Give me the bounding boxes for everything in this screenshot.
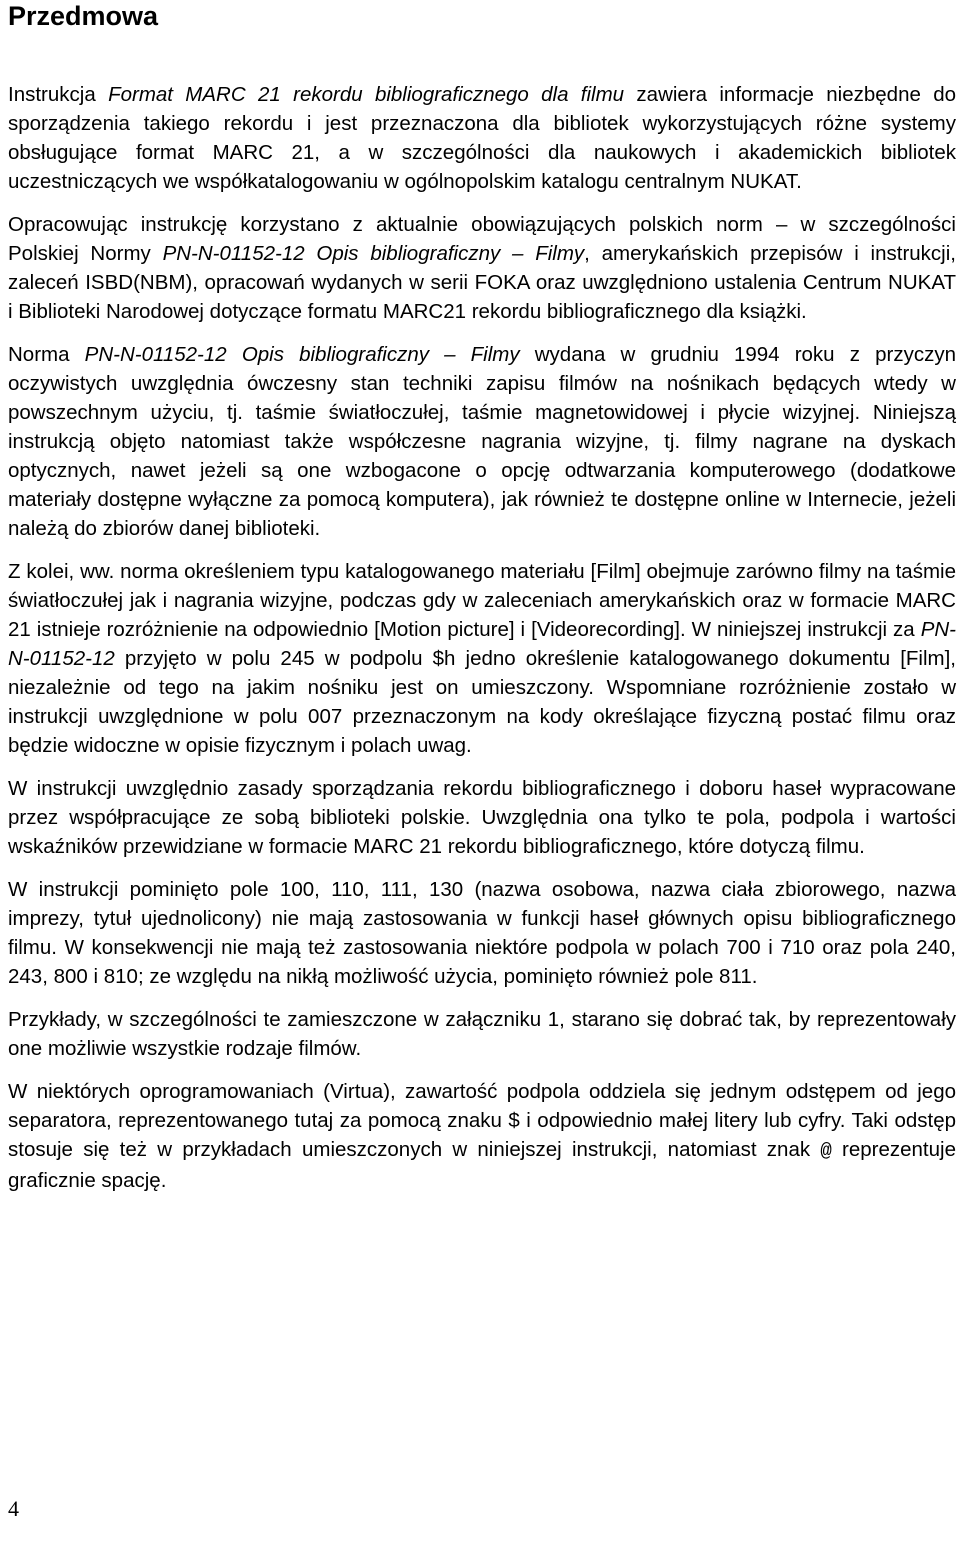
text-run: Opracowując instrukcję korzystano z aktualnie obowiązujących polskich norm – w szczególności Polskiej Normy [8,213,956,265]
italic-text: PN-N-01152-12 Opis bibliograficzny – Filmy [162,242,585,265]
text-run: zawiera informacje niezbędne do sporządzenia takiego rekordu i jest przeznaczona dla bibliotek wykorzystujących różne systemy obsługujące format MARC 21, a w szczególności dla naukowych i akademickich bibliotek uczestniczących we współkatalogowaniu w ogólnopolskim katalogu centralnym NUKAT. [8,83,957,193]
text-run: Przykłady, w szczególności te zamieszczone w załączniku 1, starano się dobrać tak, by reprezentowały one możliwie wszystkie rodzaje filmów. [8,1008,956,1060]
text-run: przyjęto w polu 245 w podpolu $h jedno określenie katalogowanego dokumentu [Film], niezależnie od tego na jakim nośniku jest on umieszczony. Wspomniane rozróżnienie zostało w instrukcji uwzględnione w polu 007 przeznaczonym na kody określające fizyczną postać filmu oraz będzie widoczne w opisie fizycznym i polach uwag. [8,647,956,757]
paragraph [8,875,956,991]
text-run: Norma [8,343,85,366]
italic-text: PN-N-01152-12 [8,618,956,670]
italic-text: Format MARC 21 rekordu bibliograficznego dla filmu [108,83,625,106]
text-run: W instrukcji uwzględnio zasady sporządzania rekordu bibliograficznego i doboru haseł wypracowane przez współpracujące ze sobą biblioteki polskie. Uwzględnia ona tylko te pola, podpola i wartości wskaźników przewidziane w formacie MARC 21 rekordu bibliograficznego, które dotyczą filmu. [8,777,956,858]
paragraph [8,80,956,196]
page-title: Przedmowa [8,1,159,31]
paragraph [8,774,956,861]
paragraph [8,557,956,760]
paragraph [8,340,956,543]
text-run: wydana w grudniu 1994 roku z przyczyn oczywistych uwzględnia ówczesny stan techniki zapisu filmów na nośnikach będących wtedy w powszechnym użyciu, tj. taśmie światłoczułej, taśmie magnetowidowej i płycie wizyjnej. Niniejszą instrukcją objęto natomiast także współczesne nagrania wizyjne, tj. filmy nagrane na dyskach optycznych, nawet jeżeli są one wzbogacone o opcję odtwarzania komputerowego (dodatkowe materiały dostępne wyłączne za pomocą komputera), jak również te dostępne online w Internecie, jeżeli należą do zbiorów danej biblioteki. [8,343,956,540]
paragraph [8,1005,956,1063]
text-run: reprezentuje graficznie spację. [8,1138,956,1192]
document-body [8,80,956,1209]
text-run: W niektórych oprogramowaniach (Virtua), zawartość podpola oddziela się jednym odstępem od jego separatora, reprezentowanego tutaj za pomocą znaku $ i odpowiednio małej litery lub cyfry. Taki odstęp stosuje się też w przykładach umieszczonych w niniejszej instrukcji, natomiast znak [8,1080,956,1161]
paragraph [8,210,956,326]
paragraph [8,1077,956,1195]
text-run: Instrukcja [8,83,109,106]
text-run: Z kolei, ww. norma określeniem typu katalogowanego materiału [Film] obejmuje zarówno filmy na taśmie światłoczułej jak i nagrania wizyjne, podczas gdy w zaleceniach amerykańskich oraz w formacie MARC 21 istnieje rozróżnienie na odpowiednio [Motion picture] i [Videorecording]. W niniejszej instrukcji za [8,560,956,641]
code-text: @ [820,1140,832,1162]
italic-text: PN-N-01152-12 Opis bibliograficzny – Filmy [84,343,520,366]
text-run: W instrukcji pominięto pole 100, 110, 111, 130 (nazwa osobowa, nazwa ciała zbiorowego, nazwa imprezy, tytuł ujednolicony) nie mają zastosowania w funkcji haseł głównych opisu bibliograficznego filmu. W konsekwencji nie mają też zastosowania niektóre podpola w polach 700 i 710 oraz pola 240, 243, 800 i 810; ze względu na nikłą możliwość użycia, pominięto również pole 811. [8,878,956,988]
text-run: , amerykańskich przepisów i instrukcji, zaleceń ISBD(NBM), opracowań wydanych w serii FOKA oraz uwzględniono ustalenia Centrum NUKAT i Biblioteki Narodowej dotyczące formatu MARC21 rekordu bibliograficznego dla książki. [8,242,956,323]
page-number: 4 [8,1496,19,1521]
